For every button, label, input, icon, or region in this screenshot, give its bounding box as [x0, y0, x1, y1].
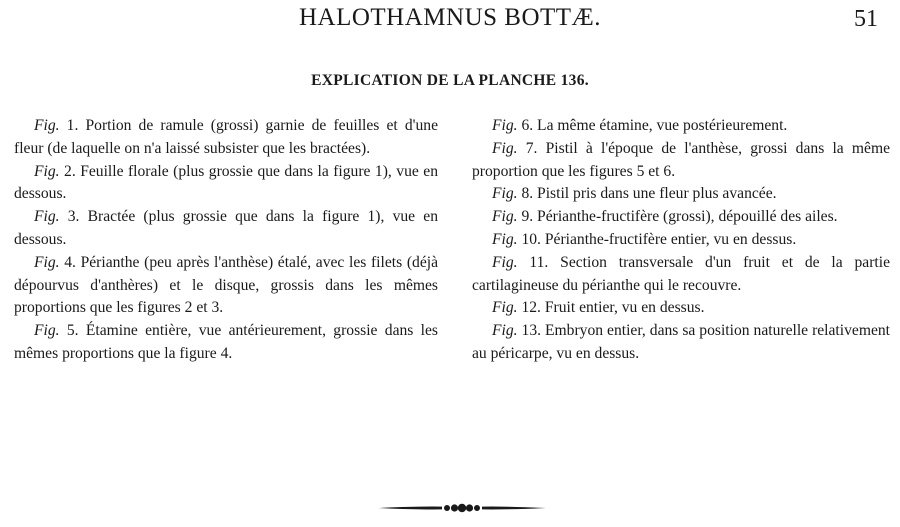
fig-text: 12. Fruit entier, vu en dessus. — [517, 299, 705, 317]
typographic-rule-ornament-icon — [376, 501, 548, 515]
figure-entry — [14, 252, 438, 320]
fig-label: Fig. — [34, 117, 60, 134]
figure-entry — [14, 115, 438, 161]
fig-text: 4. Périanthe (peu après l'anthèse) étalé, avec les filets (déjà dépourvus d'anthères) et le disque, grossis dans les mêmes proportions que les figures 2 et 3. — [14, 253, 438, 317]
fig-label: Fig. — [492, 253, 518, 271]
figure-entry — [472, 138, 890, 184]
fig-text: 13. Embryon entier, dans sa position naturelle relativement au péricarpe, vu en dessus. — [472, 322, 890, 362]
fig-label: Fig. — [34, 162, 60, 180]
figure-entry — [472, 252, 890, 298]
fig-text: 9. Périanthe-fructifère (grossi), dépouillé des ailes. — [517, 208, 838, 226]
fig-text: 7. Pistil à l'époque de l'anthèse, grossi dans la même proportion que les figures 5 et 6. — [472, 139, 890, 180]
fig-text: 10. Périanthe-fructifère entier, vu en dessus. — [517, 230, 797, 248]
fig-label: Fig. — [492, 299, 518, 317]
figure-entry — [472, 206, 890, 229]
figure-entry — [14, 206, 438, 252]
fig-label: Fig. — [492, 230, 518, 248]
fig-label: Fig. — [492, 322, 518, 340]
fig-label: Fig. — [492, 117, 518, 134]
page-number: 51 — [854, 6, 878, 32]
fig-label: Fig. — [492, 139, 518, 157]
fig-label: Fig. — [34, 208, 60, 226]
fig-text: 2. Feuille florale (plus grossie que dans la figure 1), vue en dessous. — [14, 162, 438, 203]
running-title: HALOTHAMNUS BOTTÆ. — [298, 4, 602, 31]
figure-entry — [472, 183, 890, 206]
fig-text: 3. Bractée (plus grossie que dans la figure 1), vue en dessous. — [14, 208, 438, 248]
fig-text: 8. Pistil pris dans une fleur plus avancée. — [517, 185, 777, 203]
figure-entry — [472, 115, 890, 138]
right-column — [472, 115, 890, 366]
figure-entry — [472, 229, 890, 252]
fig-label: Fig. — [34, 322, 60, 340]
figure-entry — [472, 297, 890, 320]
fig-text: 6. La même étamine, vue postérieurement. — [517, 117, 788, 134]
figure-entry — [472, 320, 890, 366]
figure-entry — [14, 161, 438, 207]
fig-text: 11. Section transversale d'un fruit et de la partie cartilagineuse du périanthe qui le recouvre. — [472, 253, 890, 294]
fig-label: Fig. — [34, 253, 60, 271]
left-column — [14, 115, 438, 366]
figure-entry — [14, 320, 438, 366]
fig-label: Fig. — [492, 185, 518, 203]
fig-label: Fig. — [492, 208, 518, 226]
fig-text: 1. Portion de ramule (grossi) garnie de feuilles et d'une fleur (de laquelle on n'a laissé subsister que les bractées). — [14, 117, 438, 157]
section-heading: EXPLICATION DE LA PLANCHE 136. — [311, 72, 589, 89]
fig-text: 5. Étamine entière, vue antérieurement, grossie dans les mêmes proportions que la figure 4. — [14, 322, 438, 362]
